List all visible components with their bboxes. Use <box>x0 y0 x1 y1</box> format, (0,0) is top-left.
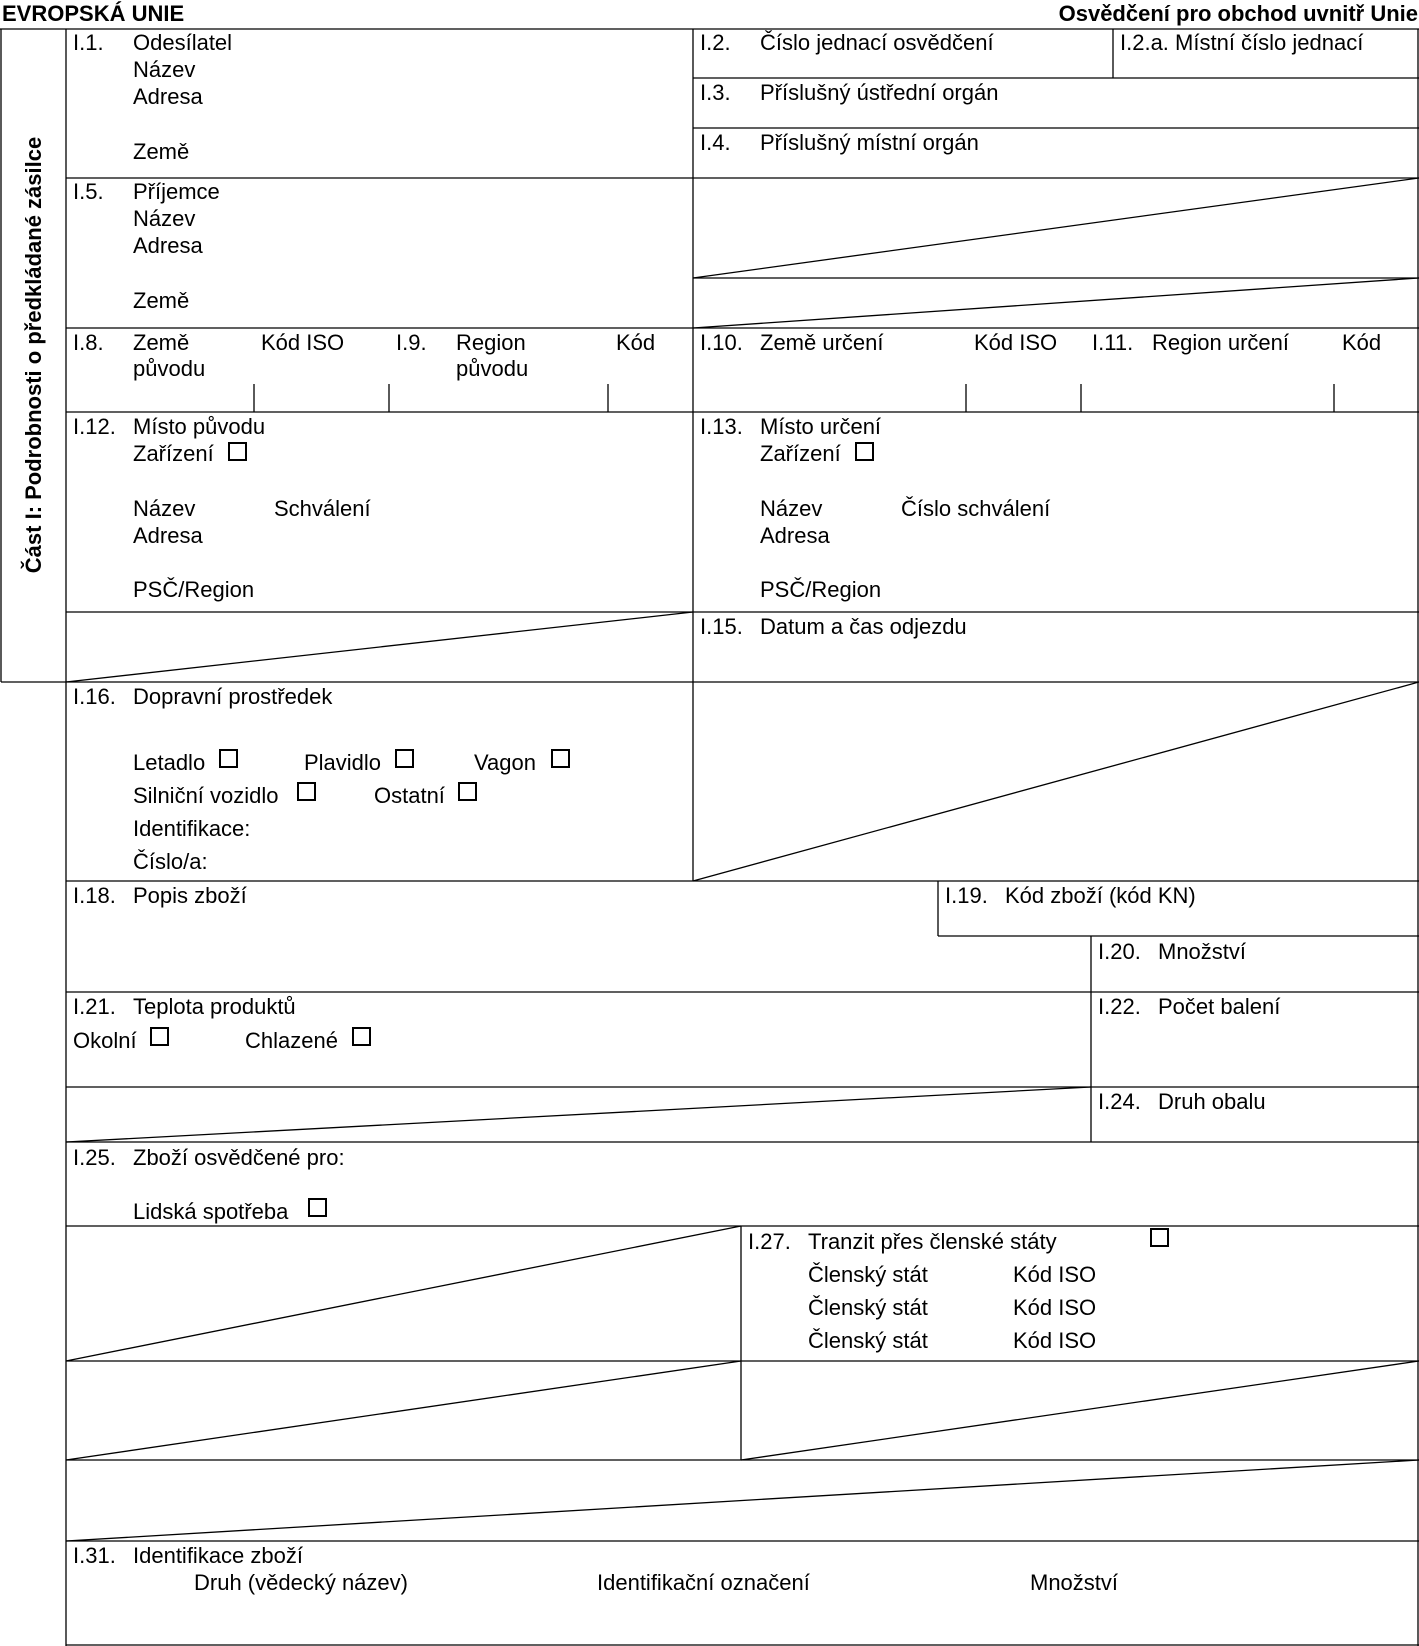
i22-label: Počet balení <box>1158 994 1281 1019</box>
i16-other: Ostatní <box>374 783 445 808</box>
i3-label: Příslušný ústřední orgán <box>760 80 999 105</box>
i13-facility: Zařízení <box>760 441 841 466</box>
i8-label1: Země <box>133 330 190 355</box>
i12-num: I.12. <box>73 414 116 439</box>
i5-country: Země <box>133 288 190 313</box>
i20-num: I.20. <box>1098 939 1141 964</box>
i18-label: Popis zboží <box>133 883 247 908</box>
i12-facility-checkbox[interactable] <box>228 442 247 461</box>
i1-label: Odesílatel <box>133 30 233 55</box>
i31-qty: Množství <box>1030 1570 1119 1595</box>
i25-label: Zboží osvědčené pro: <box>133 1145 345 1170</box>
i27-num: I.27. <box>748 1229 791 1254</box>
i10-label: Země určení <box>760 330 884 355</box>
i13-label: Místo určení <box>760 414 882 439</box>
section-label: Část I: Podrobnosti o předkládané zásilce <box>21 136 46 574</box>
i13-facility-checkbox[interactable] <box>855 442 874 461</box>
i16-number: Číslo/a: <box>133 849 208 874</box>
i21-ambient: Okolní <box>73 1028 137 1053</box>
i8-label2: původu <box>133 356 206 381</box>
i21-ambient-checkbox[interactable] <box>150 1027 169 1046</box>
i12-label: Místo původu <box>133 414 266 439</box>
i24-num: I.24. <box>1098 1089 1141 1114</box>
i16-vessel-checkbox[interactable] <box>395 749 414 768</box>
i27-transit-checkbox[interactable] <box>1150 1228 1169 1247</box>
i13-num: I.13. <box>700 414 743 439</box>
i21-label: Teplota produktů <box>133 994 296 1019</box>
i5-num: I.5. <box>73 179 104 204</box>
i2a-label: I.2.a. Místní číslo jednací <box>1120 30 1364 55</box>
i2-label: Číslo jednací osvědčení <box>760 30 994 55</box>
i24-label: Druh obalu <box>1158 1089 1266 1114</box>
i22-num: I.22. <box>1098 994 1141 1019</box>
i2-num: I.2. <box>700 30 731 55</box>
i27-label: Tranzit přes členské státy <box>808 1229 1057 1254</box>
i25-human: Lidská spotřeba <box>133 1199 289 1224</box>
i9-label2: původu <box>456 356 529 381</box>
i16-aircraft-checkbox[interactable] <box>219 749 238 768</box>
i16-wagon: Vagon <box>474 750 536 775</box>
i25-human-checkbox[interactable] <box>308 1198 327 1217</box>
i21-chilled-checkbox[interactable] <box>352 1027 371 1046</box>
i9-code: Kód <box>616 330 656 355</box>
i8-iso: Kód ISO <box>261 330 345 355</box>
i3-num: I.3. <box>700 80 731 105</box>
i16-aircraft: Letadlo <box>133 750 206 775</box>
i12-postcode: PSČ/Region <box>133 577 255 602</box>
i27-ms-2: Členský stát <box>808 1295 928 1320</box>
i21-chilled: Chlazené <box>245 1028 338 1053</box>
i27-iso-3: Kód ISO <box>1013 1328 1097 1353</box>
i27-iso-1: Kód ISO <box>1013 1262 1097 1287</box>
i12-facility: Zařízení <box>133 441 214 466</box>
i27-ms-3: Členský stát <box>808 1328 928 1353</box>
i16-ident: Identifikace: <box>133 816 251 841</box>
i13-postcode: PSČ/Region <box>760 577 882 602</box>
i16-road: Silniční vozidlo <box>133 783 279 808</box>
i12-approval: Schválení <box>274 496 371 521</box>
i21-num: I.21. <box>73 994 116 1019</box>
i11-num: I.11. <box>1092 330 1134 355</box>
i1-num: I.1. <box>73 30 104 55</box>
i31-mark: Identifikační označení <box>597 1570 810 1595</box>
i13-address: Adresa <box>760 523 830 548</box>
i16-num: I.16. <box>73 684 116 709</box>
i27-iso-2: Kód ISO <box>1013 1295 1097 1320</box>
i19-label: Kód zboží (kód KN) <box>1005 883 1196 908</box>
i11-code: Kód <box>1342 330 1382 355</box>
i16-road-checkbox[interactable] <box>297 782 316 801</box>
i9-num: I.9. <box>396 330 427 355</box>
i1-name: Název <box>133 57 196 82</box>
i9-label1: Region <box>456 330 526 355</box>
i27-ms-1: Členský stát <box>808 1262 928 1287</box>
i8-num: I.8. <box>73 330 104 355</box>
i5-address: Adresa <box>133 233 203 258</box>
i11-label: Region určení <box>1152 330 1289 355</box>
header-right: Osvědčení pro obchod uvnitř Unie <box>1058 1 1418 26</box>
i1-address: Adresa <box>133 84 203 109</box>
i18-num: I.18. <box>73 883 116 908</box>
i5-name: Název <box>133 206 196 231</box>
i15-label: Datum a čas odjezdu <box>760 614 967 639</box>
i31-species: Druh (vědecký název) <box>194 1570 408 1595</box>
i15-num: I.15. <box>700 614 743 639</box>
i20-label: Množství <box>1158 939 1247 964</box>
i16-label: Dopravní prostředek <box>133 684 333 709</box>
i16-wagon-checkbox[interactable] <box>551 749 570 768</box>
i12-address: Adresa <box>133 523 203 548</box>
header-left: EVROPSKÁ UNIE <box>2 1 185 26</box>
i25-num: I.25. <box>73 1145 116 1170</box>
i13-approval: Číslo schválení <box>901 496 1051 521</box>
i4-label: Příslušný místní orgán <box>760 130 979 155</box>
i10-iso: Kód ISO <box>974 330 1058 355</box>
i31-num: I.31. <box>73 1543 116 1568</box>
i19-num: I.19. <box>945 883 988 908</box>
i16-vessel: Plavidlo <box>304 750 382 775</box>
i1-country: Země <box>133 139 190 164</box>
i12-name: Název <box>133 496 196 521</box>
i31-label: Identifikace zboží <box>133 1543 303 1568</box>
i16-other-checkbox[interactable] <box>458 782 477 801</box>
i13-name: Název <box>760 496 823 521</box>
i5-label: Příjemce <box>133 179 220 204</box>
i10-num: I.10. <box>700 330 743 355</box>
i4-num: I.4. <box>700 130 731 155</box>
